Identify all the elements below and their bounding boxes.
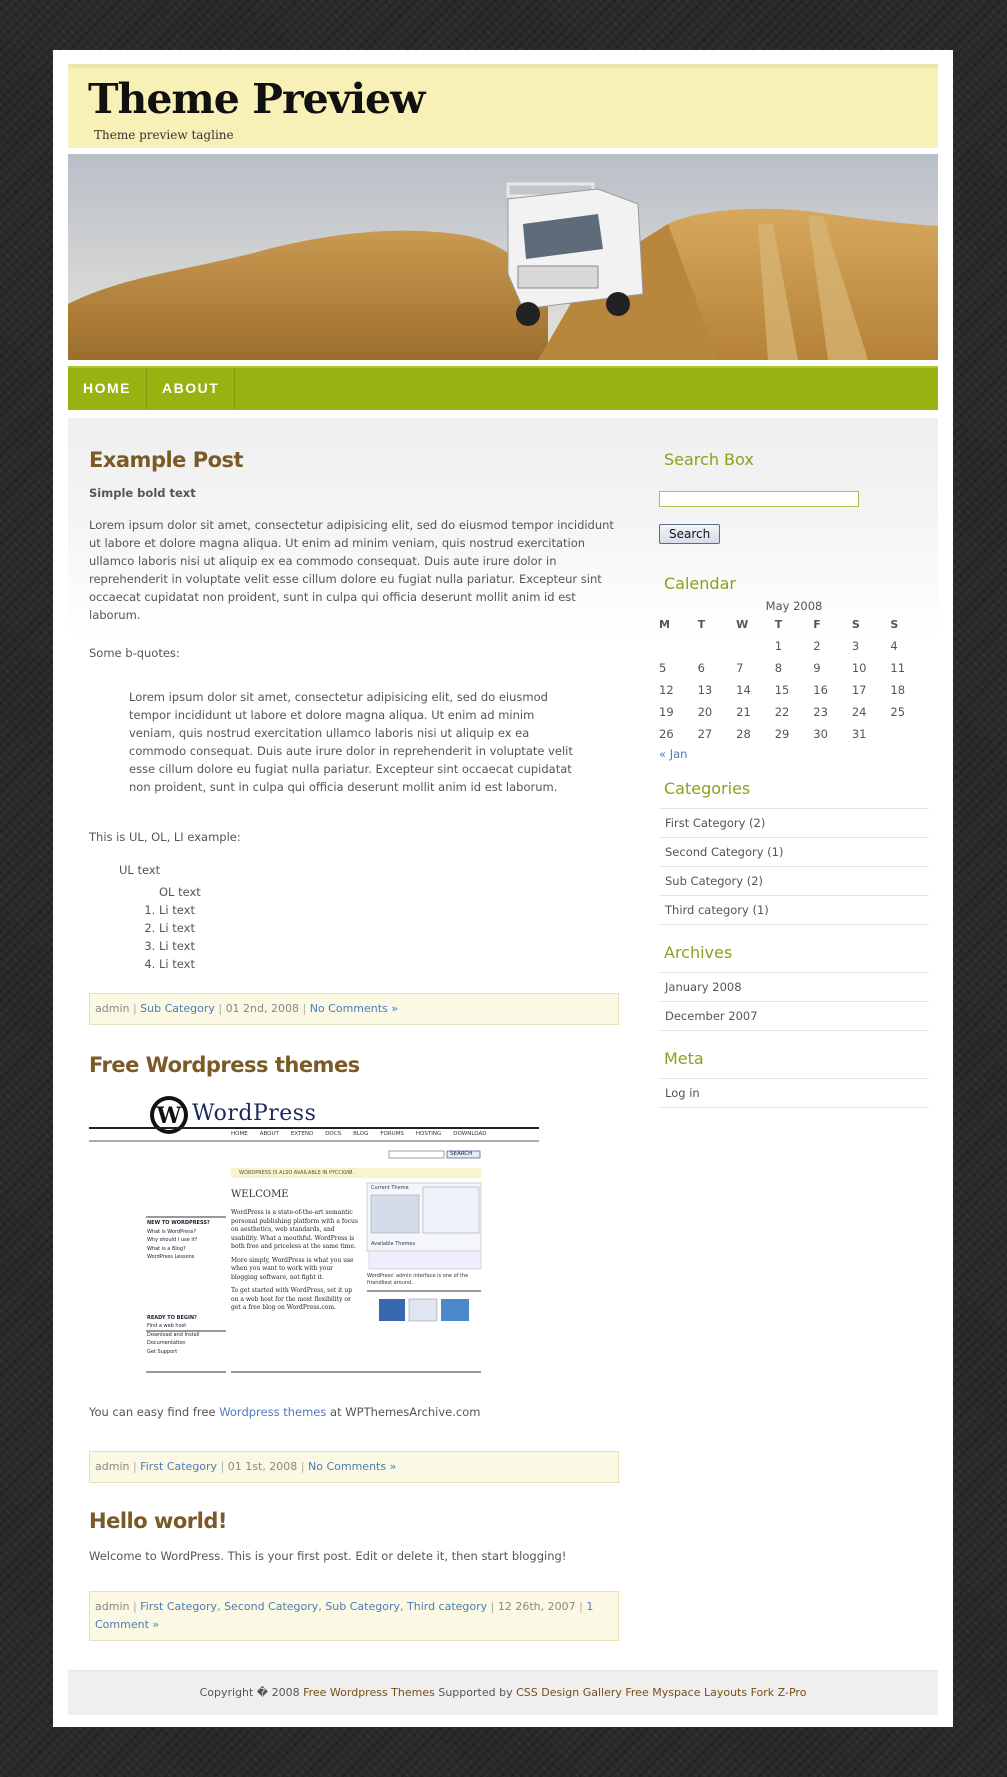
meta-author: admin xyxy=(95,1600,130,1613)
blockquote: Lorem ipsum dolor sit amet, consectetur adipisicing elit, sed do eiusmod tempor incididunt ut labore et dolore magna aliqua. Ut enim ad minim veniam, quis nostrud exercitation ullamco laboris nisi ut aliquip ex ea commodo consequat. Duis aute irure dolor in reprehenderit in voluptate velit esse cillum dolore eu fugiat nulla pariatur. Excepteur sint occaecat cupidatat non proident, sunt in culpa qui officia deserunt mollit anim id est laborum. xyxy=(129,690,573,794)
wp-caption: WordPress' admin interface is one of the friendliest around. xyxy=(367,1273,469,1286)
wp-body-paragraph: To get started with WordPress, set it up on a web host for the most flexibility or get a free blog on WordPress.com. xyxy=(231,1287,353,1311)
text: at WPThemesArchive.com xyxy=(326,1405,481,1419)
calendar-day-header: M xyxy=(659,617,670,631)
post-bold-text: Simple bold text xyxy=(89,486,196,500)
calendar-day: 6 xyxy=(697,661,705,675)
wp-side-item: WordPress Lessons xyxy=(147,1254,195,1260)
list-label: This is UL, OL, LI example: xyxy=(89,830,241,844)
post-paragraph: Lorem ipsum dolor sit amet, consectetur adipisicing elit, sed do eiusmod tempor incididunt ut labore et dolore magna aliqua. Ut enim ad minim veniam, quis nostrud exercitation ullamco laboris nisi ut aliquip ex ea commodo consequat. Duis aute irure dolor in reprehenderit in voluptate velit esse cillum dolore eu fugiat nulla pariatur. Excepteur sint occaecat cupidatat non proident, sunt in culpa qui officia deserunt mollit anim id est laborum. xyxy=(89,518,614,622)
calendar-day: 4 xyxy=(890,639,898,653)
footer-link-css-design-gallery[interactable]: CSS Design Gallery xyxy=(516,1686,622,1699)
wp-current-theme: Current Theme xyxy=(371,1185,409,1191)
calendar-day-header: S xyxy=(851,617,860,631)
calendar-day: 8 xyxy=(774,661,783,675)
calendar-day: 21 xyxy=(736,705,751,719)
category-item[interactable] xyxy=(659,896,929,925)
calendar-table xyxy=(659,613,929,745)
calendar-day-header: F xyxy=(813,617,821,631)
wp-side-item: Download and Install xyxy=(147,1331,200,1338)
calendar-day: 5 xyxy=(659,661,667,675)
calendar-day: 24 xyxy=(851,705,867,719)
category-link[interactable]: Third category (1) xyxy=(665,903,769,917)
categories-list xyxy=(659,808,929,925)
wp-available-themes: Available Themes xyxy=(371,1241,416,1247)
search-input[interactable] xyxy=(659,491,859,507)
archive-link[interactable]: January 2008 xyxy=(665,980,742,994)
calendar-day: 1 xyxy=(774,639,783,653)
wp-nav-item: HOME xyxy=(231,1131,248,1137)
header-banner-image xyxy=(68,154,938,360)
wp-body-text xyxy=(231,1209,359,1313)
site-title[interactable]: Theme Preview xyxy=(88,75,425,123)
ordered-list xyxy=(89,901,619,973)
meta-category-link[interactable]: Second Category xyxy=(224,1600,319,1613)
calendar-day: 11 xyxy=(890,661,906,675)
site-header xyxy=(68,64,938,148)
site-footer xyxy=(68,1670,938,1715)
calendar-day-header: T xyxy=(697,617,706,631)
category-link[interactable]: First Category (2) xyxy=(665,816,766,830)
calendar-day: 23 xyxy=(813,705,828,719)
calendar-day: 14 xyxy=(736,683,751,697)
wordpress-screenshot-image xyxy=(89,1091,539,1381)
list-item: 4. Li text xyxy=(159,955,619,973)
calendar-day: 7 xyxy=(736,661,744,675)
meta-author: admin xyxy=(95,1460,130,1473)
meta-date: 01 1st, 2008 xyxy=(227,1460,298,1473)
svg-text:W: W xyxy=(156,1103,182,1129)
footer-text: Supported by xyxy=(434,1686,517,1699)
wp-nav-item: FORUMS xyxy=(380,1131,404,1137)
wp-side-item: Get Support xyxy=(147,1348,178,1355)
calendar-day: 3 xyxy=(851,639,860,653)
bquotes-label: Some b-quotes: xyxy=(89,646,180,660)
site-tagline: Theme preview tagline xyxy=(94,128,234,142)
meta-comments-link-arrow[interactable]: » xyxy=(152,1618,160,1631)
post-free-themes xyxy=(89,1053,619,1483)
list-item: 3. Li text xyxy=(159,937,619,955)
meta-category-link[interactable]: First Category xyxy=(140,1600,218,1613)
calendar-day: 15 xyxy=(774,683,790,697)
meta-item[interactable] xyxy=(659,1079,929,1108)
list-item: 2. Li text xyxy=(159,919,619,937)
calendar-day-header: T xyxy=(774,617,783,631)
wp-nav-item: DOWNLOAD xyxy=(453,1131,487,1137)
footer-link-fork-z-pro[interactable]: Fork Z-Pro xyxy=(750,1686,807,1699)
category-link[interactable]: Sub Category (2) xyxy=(665,874,764,888)
post-hello-world xyxy=(89,1509,619,1641)
calendar-day: 25 xyxy=(890,705,906,719)
calendar-day: 26 xyxy=(659,727,674,741)
meta-author: admin xyxy=(95,1002,130,1015)
post-example xyxy=(89,448,619,1025)
wp-side-title: READY TO BEGIN? xyxy=(147,1314,197,1321)
nav-item-home[interactable]: HOME xyxy=(68,368,147,410)
calendar-day xyxy=(659,635,698,657)
calendar-day xyxy=(698,635,737,657)
calendar-day xyxy=(890,723,929,745)
footer-link-free-wordpress-themes[interactable]: Free Wordpress Themes xyxy=(303,1686,435,1699)
meta-comments-link[interactable]: 1 Comment xyxy=(95,1600,594,1631)
calendar-day: 28 xyxy=(736,727,751,741)
main-navigation xyxy=(68,366,938,410)
meta-category-link[interactable]: Third category xyxy=(407,1600,488,1613)
calendar-day: 9 xyxy=(813,661,821,675)
archives-list xyxy=(659,972,929,1031)
meta-category-link[interactable]: Sub Category xyxy=(140,1002,215,1015)
meta-comments-link[interactable]: No Comments » xyxy=(308,1460,397,1473)
wp-side-item: Why should I use it? xyxy=(147,1237,198,1243)
archive-item[interactable] xyxy=(659,973,929,1002)
calendar-day-header: S xyxy=(890,617,899,631)
calendar-title: Calendar xyxy=(664,574,736,593)
calendar-day: 29 xyxy=(774,727,790,741)
calendar-day: 17 xyxy=(851,683,867,697)
post-meta: admin | Sub Category | 01 2nd, 2008 | No Comments » xyxy=(89,993,619,1025)
nav-item-about[interactable]: ABOUT xyxy=(147,368,235,410)
category-item[interactable] xyxy=(659,809,929,838)
wp-body-paragraph: More simply, WordPress is what you use when you want to work with your blogging software, not fight it. xyxy=(231,1256,354,1281)
wp-body-paragraph: WordPress is a state-of-the-art semantic personal publishing platform with a focus on aesthetics, web standards, and usability. What a mouthful. WordPress is both free and priceless at the same time. xyxy=(231,1209,358,1250)
sidebar xyxy=(659,448,929,1108)
wp-side-item: What is WordPress? xyxy=(147,1228,196,1235)
post-meta: admin | First Category | 01 1st, 2008 | No Comments » xyxy=(89,1451,619,1483)
wp-nav-item: DOCS xyxy=(325,1131,342,1137)
list-item: 1. Li text xyxy=(159,901,619,919)
search-box-title: Search Box xyxy=(664,450,754,469)
calendar-day: 12 xyxy=(659,683,674,697)
main-column xyxy=(89,448,619,1641)
meta-comments-link[interactable]: No Comments » xyxy=(309,1002,399,1015)
archive-item[interactable] xyxy=(659,1002,929,1031)
meta-date: 01 2nd, 2008 xyxy=(225,1002,299,1015)
ul-text: UL text xyxy=(119,863,161,877)
wp-side-links xyxy=(147,1219,227,1356)
post-title[interactable]: Example Post xyxy=(89,448,244,472)
wp-nav-item: HOSTING xyxy=(415,1131,442,1137)
meta-title: Meta xyxy=(664,1049,704,1068)
wp-nav xyxy=(231,1131,486,1137)
wp-nav-item: EXTEND xyxy=(290,1131,314,1137)
calendar-day: 16 xyxy=(813,683,828,697)
search-button[interactable]: Search xyxy=(659,524,720,544)
banner-illustration xyxy=(68,154,938,360)
wordpress-themes-link[interactable]: Wordpress themes xyxy=(219,1405,327,1419)
calendar-day: 13 xyxy=(697,683,713,697)
calendar-caption: May 2008 xyxy=(765,599,823,613)
calendar-day: 18 xyxy=(890,683,906,697)
footer-text: Copyright � 2008 xyxy=(199,1686,304,1699)
archive-link[interactable]: December 2007 xyxy=(665,1009,758,1023)
meta-category-link[interactable]: Sub Category xyxy=(325,1600,400,1613)
meta-list xyxy=(659,1078,929,1108)
wp-nav-item: BLOG xyxy=(353,1131,369,1137)
wp-logo-text: WordPress xyxy=(192,1101,317,1126)
calendar-day: 19 xyxy=(659,705,674,719)
footer-link-free-myspace-layouts[interactable]: Free Myspace Layouts xyxy=(625,1686,748,1699)
post-paragraph xyxy=(89,1403,619,1421)
calendar-day: 31 xyxy=(851,727,867,741)
categories-title: Categories xyxy=(664,779,751,798)
post-title[interactable]: Free Wordpress themes xyxy=(89,1053,360,1077)
calendar-day xyxy=(736,635,775,657)
wp-welcome: WELCOME xyxy=(231,1189,289,1200)
ol-text: OL text xyxy=(159,885,201,899)
wp-notice: WORDPRESS IS ALSO AVAILABLE IN PYCCKИЙ. xyxy=(239,1170,355,1176)
calendar-day: 10 xyxy=(851,661,867,675)
calendar-day: 20 xyxy=(697,705,713,719)
calendar-day: 2 xyxy=(813,639,821,653)
calendar-prev-link[interactable]: « Jan xyxy=(659,747,688,761)
category-item[interactable] xyxy=(659,838,929,867)
wp-side-title: NEW TO WORDPRESS? xyxy=(147,1220,210,1226)
meta-category-link[interactable]: First Category xyxy=(140,1460,218,1473)
meta-date: 12 26th, 2007 xyxy=(497,1600,576,1613)
archives-title: Archives xyxy=(664,943,733,962)
text: You can easy find free xyxy=(89,1405,220,1419)
wp-side-item: Documentation xyxy=(147,1340,186,1346)
calendar-day: 22 xyxy=(774,705,790,719)
wp-side-item: What is a Blog? xyxy=(147,1245,186,1252)
post-paragraph: Welcome to WordPress. This is your first post. Edit or delete it, then start blogging! xyxy=(89,1549,567,1563)
wp-side-item: Find a web host xyxy=(147,1323,187,1329)
wp-nav-item: ABOUT xyxy=(259,1131,279,1137)
wp-search-label: SEARCH xyxy=(450,1151,473,1157)
calendar-day: 30 xyxy=(813,727,828,741)
post-meta: admin | First Category, Second Category, Sub Category, Third category | 12 26th, 2007 | 1 Comment » xyxy=(89,1591,619,1641)
calendar-day-header: W xyxy=(736,617,749,631)
page-wrapper xyxy=(53,50,953,1727)
calendar-day: 27 xyxy=(697,727,713,741)
login-link[interactable]: Log in xyxy=(665,1086,700,1100)
content-area xyxy=(68,418,938,1668)
post-title[interactable]: Hello world! xyxy=(89,1509,227,1533)
category-link[interactable]: Second Category (1) xyxy=(665,845,784,859)
category-item[interactable] xyxy=(659,867,929,896)
